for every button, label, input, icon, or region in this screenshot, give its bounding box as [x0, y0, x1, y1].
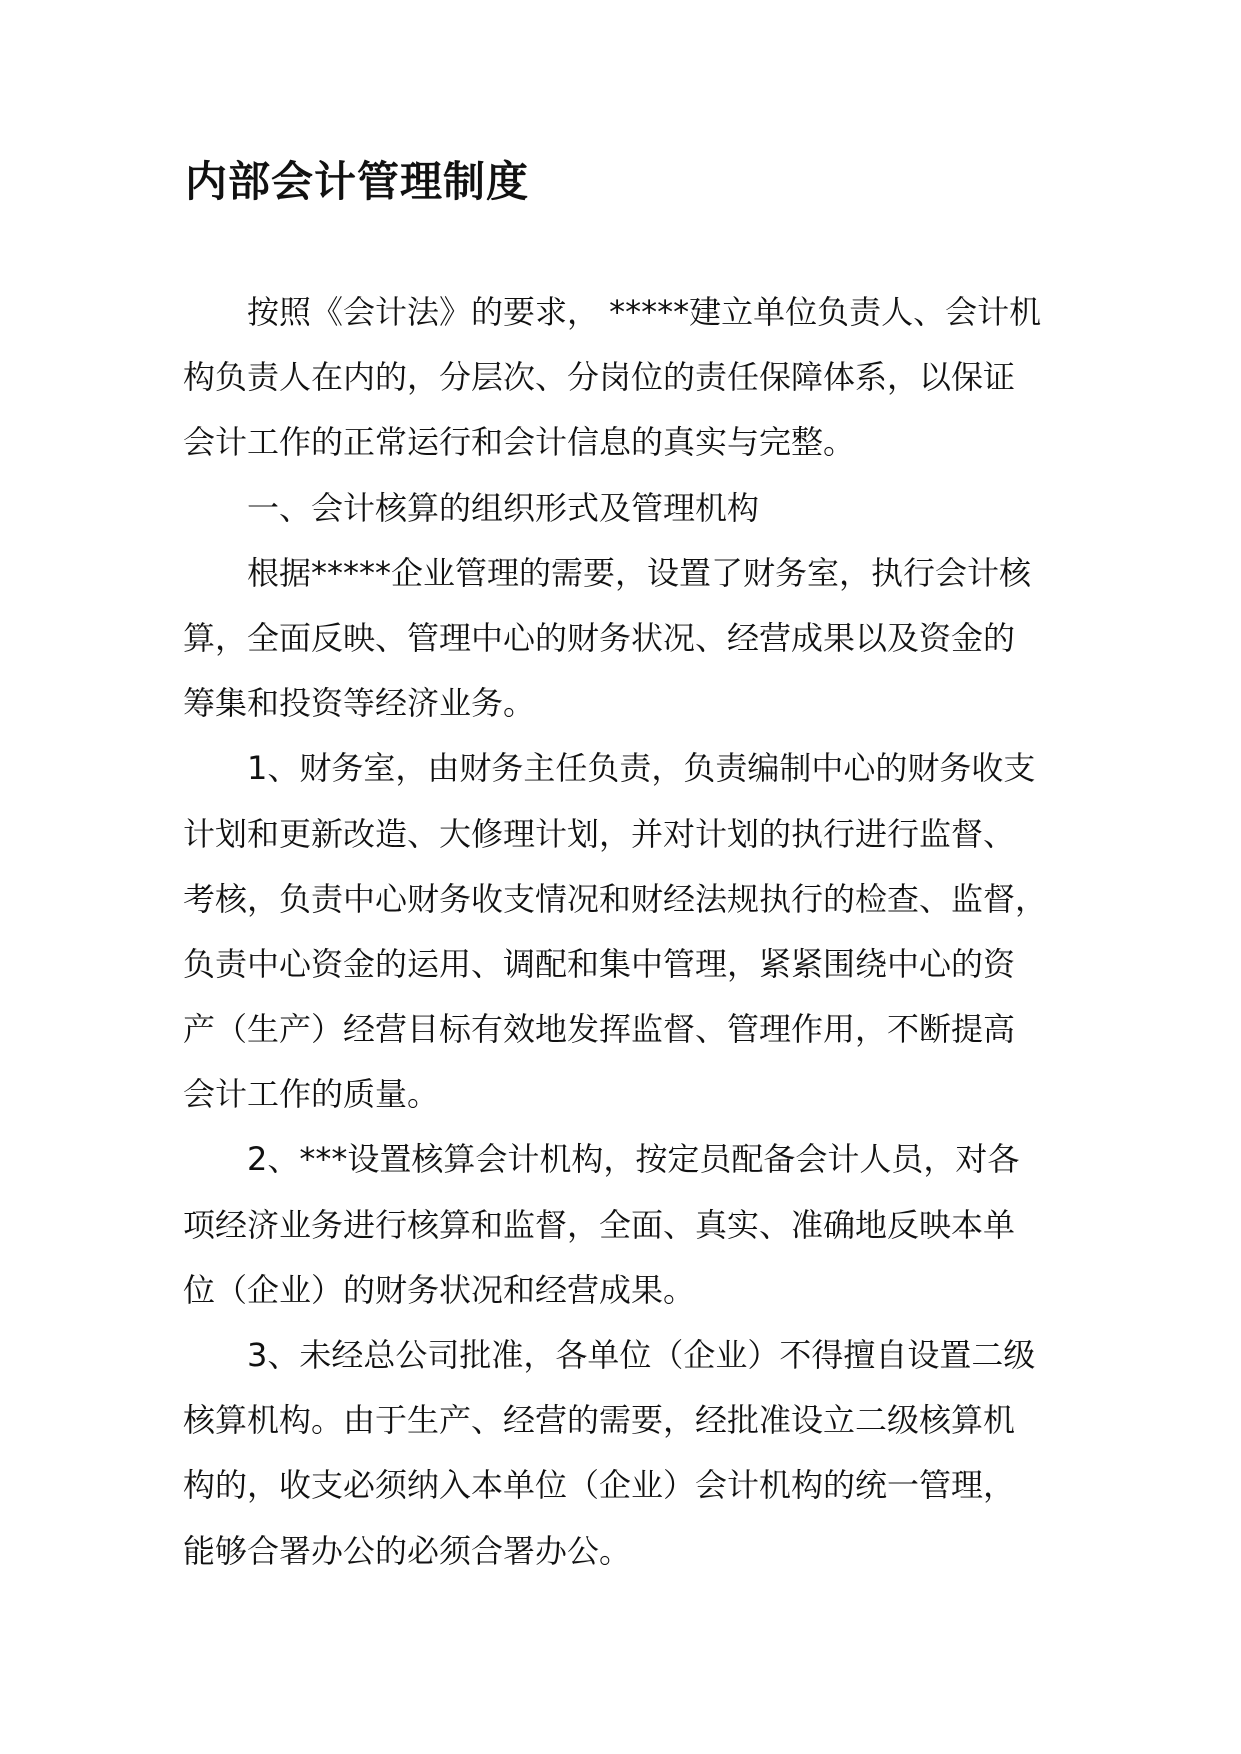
section-heading-1: 一、会计核算的组织形式及管理机构 [247, 488, 760, 527]
item-1-line-5: 产（生产）经营目标有效地发挥监督、管理作用，不断提高 [183, 1010, 1016, 1049]
item-3-line-2: 核算机构。由于生产、经营的需要，经批准设立二级核算机 [183, 1401, 1016, 1440]
item-3-line-3: 构的，收支必须纳入本单位（企业）会计机构的统一管理， [183, 1466, 1016, 1505]
paragraph-org-line-1: 根据*****企业管理的需要，设置了财务室，执行会计核 [247, 553, 1032, 592]
item-1-line-1: 1、财务室，由财务主任负责，负责编制中心的财务收支 [247, 749, 1036, 788]
item-1-line-6: 会计工作的质量。 [183, 1075, 440, 1114]
item-2-line-2: 项经济业务进行核算和监督，全面、真实、准确地反映本单 [183, 1205, 1016, 1244]
paragraph-intro-line-3: 会计工作的正常运行和会计信息的真实与完整。 [183, 423, 856, 462]
paragraph-intro-line-1: 按照《会计法》的要求， *****建立单位负责人、会计机 [247, 293, 1042, 331]
item-1-line-2: 计划和更新改造、大修理计划，并对计划的执行进行监督、 [183, 814, 1016, 853]
item-2-line-3: 位（企业）的财务状况和经营成果。 [183, 1270, 696, 1309]
item-1-line-4: 负责中心资金的运用、调配和集中管理，紧紧围绕中心的资 [183, 944, 1016, 983]
paragraph-org-line-2: 算，全面反映、管理中心的财务状况、经营成果以及资金的 [183, 618, 1016, 657]
item-3-line-4: 能够合署办公的必须合署办公。 [183, 1531, 632, 1570]
document-body [183, 280, 1065, 1584]
item-1-line-3: 考核，负责中心财务收支情况和财经法规执行的检查、监督， [183, 879, 1048, 918]
paragraph-intro-line-2: 构负责人在内的，分层次、分岗位的责任保障体系，以保证 [183, 358, 1016, 397]
item-3-line-1: 3、未经总公司批准，各单位（企业）不得擅自设置二级 [247, 1336, 1036, 1374]
item-2-line-1: 2、***设置核算会计机构，按定员配备会计人员，对各 [247, 1140, 1020, 1179]
document-title: 内部会计管理制度 [185, 157, 530, 206]
paragraph-org-line-3: 筹集和投资等经济业务。 [183, 684, 536, 723]
